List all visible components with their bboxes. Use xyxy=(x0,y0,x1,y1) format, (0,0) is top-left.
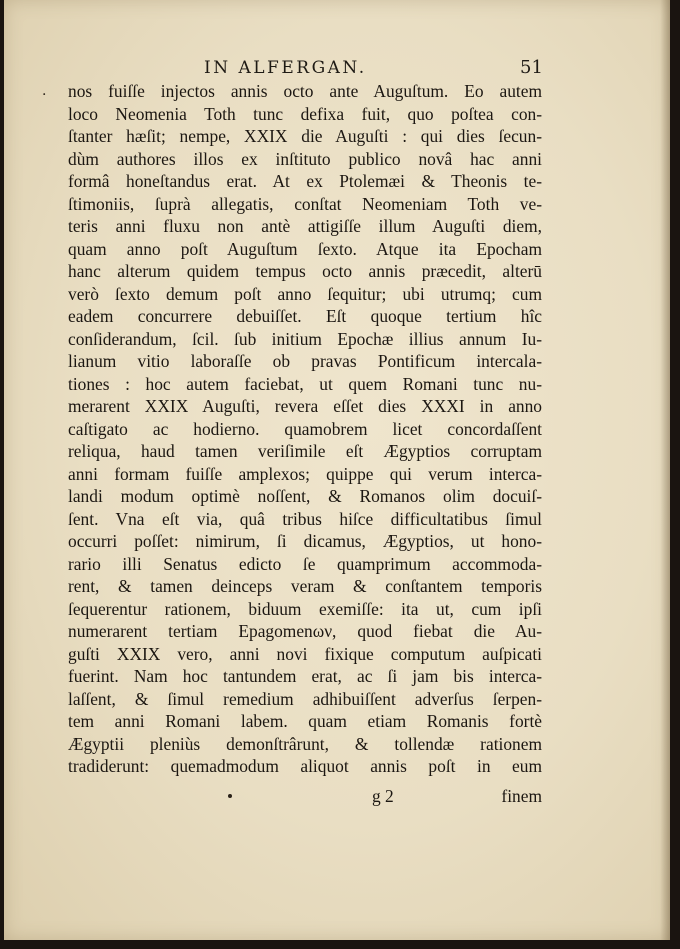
ink-dot xyxy=(228,794,232,798)
text-line: ſequerentur rationem, biduum exemiſſe: ita ut, cum ipſi xyxy=(68,598,542,619)
page-number: 51 xyxy=(520,57,543,78)
text-line: caſtigato ac hodierno. quamobrem licet concordaſſent xyxy=(68,418,542,439)
text-line: reliqua, haud tamen veriſimile eſt Ægyptios corruptam xyxy=(68,441,542,461)
signature-mark: g 2 xyxy=(372,786,394,806)
text-line: anni formam fuiſſe amplexos; quippe qui verum interca- xyxy=(68,463,542,484)
text-line: ſtimoniis, ſuprà allegatis, conſtat Neomeniam Toth ve- xyxy=(68,193,542,214)
text-line: loco Neomenia Toth tunc defixa fuit, quo poſtea con- xyxy=(68,103,542,124)
text-line: tiones : hoc autem faciebat, ut quem Romani tunc nu- xyxy=(68,373,542,394)
text-line: nos fuiſſe injectos annis octo ante Auguſtum. Eo autem xyxy=(68,81,542,101)
text-line: tradiderunt: quemadmodum aliquot annis poſt in eum xyxy=(68,756,542,776)
text-line: Ægyptii pleniùs demonſtrârunt, & tollendæ rationem xyxy=(68,733,542,754)
text-line: fuerint. Nam hoc tantundem erat, ac ſi jam bis interca- xyxy=(68,666,542,686)
text-line: ſent. Vna eſt via, quâ tribus hiſce difficultatibus ſimul xyxy=(68,508,542,529)
running-head: IN ALFERGAN. xyxy=(204,58,367,78)
book-page xyxy=(4,0,670,940)
catchword: finem xyxy=(501,786,542,806)
text-line: verò ſexto demum poſt anno ſequitur; ubi utrumq; cum xyxy=(68,283,542,304)
text-line: quam anno poſt Auguſtum ſexto. Atque ita Epocham xyxy=(68,238,542,259)
text-line: teris anni fluxu non antè attigiſſe illum Auguſti diem, xyxy=(68,216,542,236)
text-line: tem anni Romani labem. quam etiam Romanis fortè xyxy=(68,711,542,731)
margin-mark: · xyxy=(42,87,47,103)
page-footer xyxy=(68,784,542,808)
body-text xyxy=(68,80,546,778)
text-line: guſti XXIX vero, anni novi fixique computum auſpicati xyxy=(68,643,542,664)
text-line: eadem concurrere debuiſſet. Eſt quoque tertium hîc xyxy=(68,306,542,326)
text-line: conſiderandum, ſcil. ſub initium Epochæ illius annum Iu- xyxy=(68,328,542,349)
text-line: lianum vitio laboraſſe ob pravas Pontificum intercala- xyxy=(68,351,542,371)
text-line: ſtanter hæſit; nempe, XXIX die Auguſti : qui dies ſecun- xyxy=(68,126,542,146)
text-line: occurri poſſet: nimirum, ſi dicamus, Ægyptios, ut hono- xyxy=(68,531,542,551)
text-line: hanc alterum quidem tempus octo annis præcedit, alterū xyxy=(68,261,542,281)
text-line: rent, & tamen deinceps veram & conſtantem temporis xyxy=(68,576,542,596)
text-line: dùm authores illos ex inſtituto publico novâ hac anni xyxy=(68,148,542,169)
text-line: rario illi Senatus edicto ſe quamprimum accommoda- xyxy=(68,553,542,574)
text-line: landi modum optimè noſſent, & Romanos olim docuiſ- xyxy=(68,486,542,506)
text-line: formâ honeſtandus erat. At ex Ptolemæi & Theonis te- xyxy=(68,171,542,191)
text-line: numerarent tertiam Epagomenων, quod fiebat die Au- xyxy=(68,621,542,641)
text-line: laſſent, & ſimul remedium adhibuiſſent adverſus ſerpen- xyxy=(68,688,542,709)
page-edge-shadow xyxy=(660,0,670,940)
text-line: merarent XXIX Auguſti, revera eſſet dies XXXI in anno xyxy=(68,396,542,416)
